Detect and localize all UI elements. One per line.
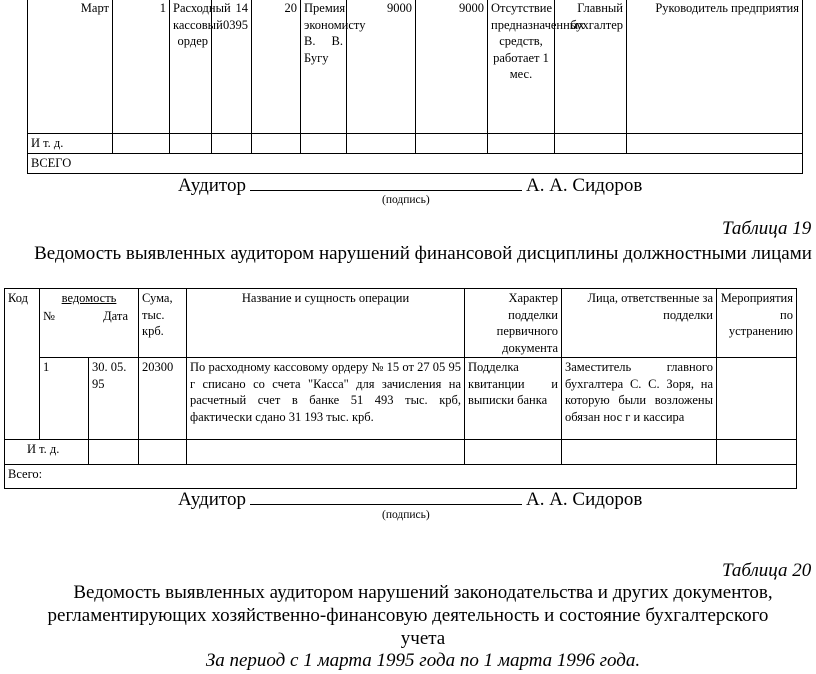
day-cell: 20 (252, 0, 301, 134)
report-period: За период с 1 марта 1995 года по 1 марта 1996 года. (205, 650, 641, 671)
table18-fragment (27, 0, 803, 174)
header-measures: Мероприятия по устранению (717, 289, 797, 358)
total-label: Всего: (5, 465, 797, 489)
row-measures (717, 358, 797, 440)
etc-label: И т. д. (28, 134, 113, 154)
table19 (4, 288, 797, 489)
signature-caption: (подпись) (382, 509, 430, 521)
auditor-role: Аудитор (178, 175, 246, 196)
payee-cell: Премия экономисту В. В. Бугу (301, 0, 347, 134)
header-date: Дата (103, 308, 128, 323)
table-number: Таблица 19 (722, 218, 812, 239)
table-title-line: Ведомость выявленных аудитором нарушений законодательства и других документов, (73, 582, 773, 603)
table-row (28, 134, 803, 154)
row-character: Подделка квитанции и выписки банка (465, 358, 562, 440)
table-row (5, 440, 797, 465)
row-no: 1 (40, 358, 89, 440)
table-row (5, 358, 797, 440)
auditor-signature (178, 488, 642, 511)
signature-line (250, 488, 522, 505)
header-character: Характер подделки первичного документа (465, 289, 562, 358)
signature-caption: (подпись) (382, 194, 430, 206)
document-cell: Расходный кассовый ордер (170, 0, 212, 134)
row-persons: Заместитель главного бухгалтера С. С. Зоря, на которую были возложены обязан нос г и кассира (562, 358, 717, 440)
month-cell: Март (28, 0, 113, 134)
table-title: Ведомость выявленных аудитором нарушений финансовой дисциплины должностными лицами (34, 243, 812, 264)
header-statement: ведомость (61, 291, 117, 305)
row-date: 30. 05. 95 (89, 358, 139, 440)
signature-line (250, 174, 522, 191)
responsible-cell: Руководитель предприятия (627, 0, 803, 134)
row-operation: По расходному кассовому ордеру № 15 от 27 05 95 г списано со счета "Касса" для зачисления на расчетный счет в банке 51 493 тыс. крб, фактически сдано 31 193 тыс. крб. (187, 358, 465, 440)
auditor-role: Аудитор (178, 489, 246, 510)
number-cell: 1 (113, 0, 170, 134)
header-operation: Название и сущность операции (187, 289, 465, 358)
sum-cell: 9000 (347, 0, 416, 134)
etc-label: И т. д. (5, 440, 89, 465)
header-persons: Лица, ответственные за подделки (562, 289, 717, 358)
responsible-cell: Главный бухгалтер (555, 0, 627, 134)
sum-cell: 9000 (416, 0, 488, 134)
table-title-line: регламентирующих хозяйственно-финансовую деятельность и состояние бухгалтерского (47, 605, 769, 626)
auditor-name: А. А. Сидоров (525, 489, 643, 510)
total-row (5, 465, 797, 489)
header-amount: Сума, тыс. крб. (139, 289, 187, 358)
header-statement-group (40, 289, 139, 358)
header-code: Код (5, 289, 40, 440)
table-row (28, 0, 803, 134)
auditor-name: А. А. Сидоров (525, 175, 643, 196)
violation-cell: Отсутствие предназначенных средств, работает 1 мес. (488, 0, 555, 134)
header-no: № (43, 308, 55, 323)
table-number: Таблица 20 (722, 560, 812, 581)
table-title-line: учета (400, 628, 446, 649)
row-amount: 20300 (139, 358, 187, 440)
total-row (28, 153, 803, 173)
header-row (5, 289, 797, 358)
document-number-cell: 14 0395 (212, 0, 252, 134)
total-label: ВСЕГО (28, 153, 803, 173)
